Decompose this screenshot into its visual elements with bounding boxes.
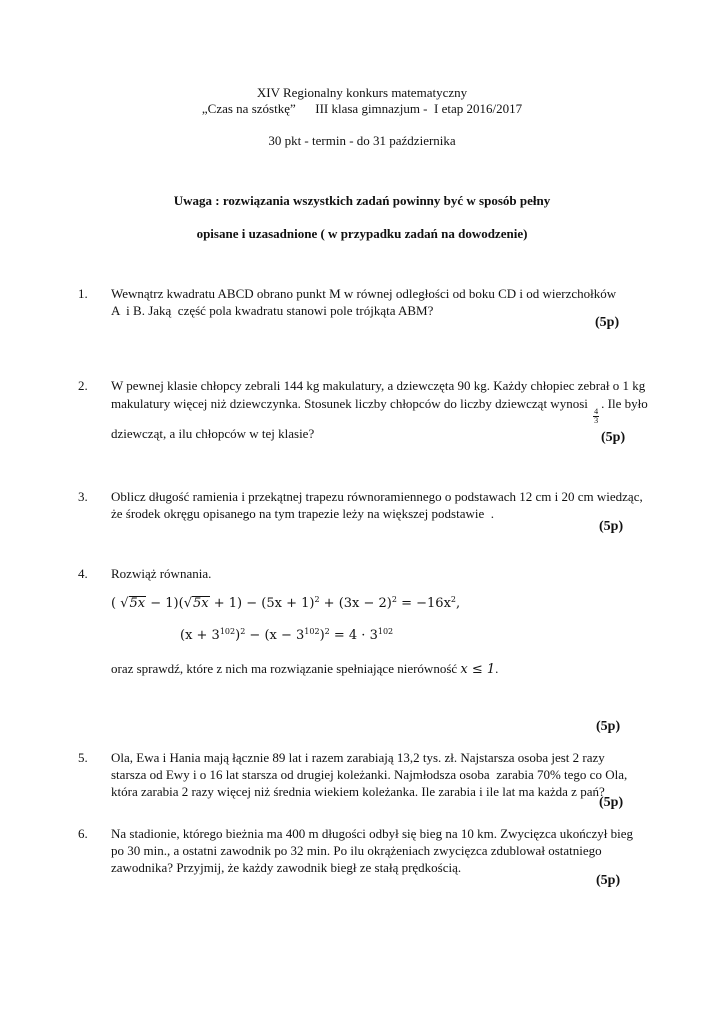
problem-2-points: (5p) xyxy=(601,430,626,445)
problem-6-number: 6. xyxy=(78,826,88,841)
problem-4-condition: oraz sprawdź, które z nich ma rozwiązanie spełniające nierówność x ≤ 1. xyxy=(111,661,499,677)
problem-2-line-2a: makulatury więcej niż dziewczynka. Stosunek liczby chłopców do liczby dziewcząt wynosi xyxy=(111,396,592,411)
contest-title: XIV Regionalny konkurs matematyczny xyxy=(256,85,468,100)
problem-6-line-1: Na stadionie, którego bieżnia ma 400 m długości odbył się bieg na 10 km. Zwycięzca ukończył bieg xyxy=(111,826,634,841)
fraction-denominator: 3 xyxy=(594,416,599,425)
problem-1-number: 1. xyxy=(78,286,88,301)
problem-2-line-3: dziewcząt, a ilu chłopców w tej klasie? xyxy=(111,426,315,441)
problem-6-line-2: po 30 min., a ostatni zawodnik po 32 min. Po ilu okrążeniach zwycięzca zdublował ostatniego xyxy=(111,843,602,858)
sqrt-sign: √ xyxy=(183,596,192,611)
problem-5-line-3: która zarabia 2 razy więcej niż średnia wiekiem koleżanka. Ile zarabia i ile lat ma każda z pań? xyxy=(111,784,605,799)
problem-6-text xyxy=(111,825,671,876)
fraction-numerator: 4 xyxy=(594,407,599,416)
problem-2-text xyxy=(111,377,671,443)
problem-2-line-1: W pewnej klasie chłopcy zebrali 144 kg makulatury, a dziewczęta 90 kg. Każdy chłopiec zebrał o 1 kg xyxy=(111,378,646,393)
problem-5-number: 5. xyxy=(78,750,88,765)
note-line-2: opisane i uzasadnione ( w przypadku zadań na dowodzenie) xyxy=(196,226,528,241)
sqrt-sign: √ xyxy=(120,596,129,611)
problem-5-text xyxy=(111,749,671,800)
problem-4-points: (5p) xyxy=(596,719,621,734)
problem-5-line-2: starsza od Ewy i o 16 lat starsza od drugiej koleżanki. Najmłodsza osoba zarabia 70% tego co Ola, xyxy=(111,767,628,782)
contest-subtitle: „Czas na szóstkę” III klasa gimnazjum - I etap 2016/2017 xyxy=(201,101,523,116)
problem-5-line-1: Ola, Ewa i Hania mają łącznie 89 lat i razem zarabiają 13,2 tys. zł. Najstarsza osoba jest 2 razy xyxy=(111,750,605,765)
problem-4-number: 4. xyxy=(78,566,88,581)
equation-2: $(x + 3^{102})^2 - (x - 3^{102})^2 = 4 \cdot 3^{102}$ xyxy=(180,627,394,643)
problem-6-points: (5p) xyxy=(596,873,621,888)
problem-2-number: 2. xyxy=(78,378,88,393)
problem-3-line-1: Oblicz długość ramienia i przekątnej trapezu równoramiennego o podstawach 12 cm i 20 cm wiedząc, xyxy=(111,489,643,504)
note-line-1: Uwaga : rozwiązania wszystkich zadań powinny być w sposób pełny xyxy=(173,193,551,208)
problem-1-line-1: Wewnątrz kwadratu ABCD obrano punkt M w równej odległości od boku CD i od wierzchołków xyxy=(111,286,617,301)
problem-1-points: (5p) xyxy=(595,315,620,330)
equation-1: ( $√5x - 1)(√5x + 1) - (5x + 1)^2 + (3x - 2)^2 = -16x^2$, xyxy=(111,595,461,611)
ratio-fraction xyxy=(593,408,599,425)
problem-1-text xyxy=(111,285,671,319)
problem-4-intro: Rozwiąż równania. xyxy=(111,566,212,581)
problem-3-text xyxy=(111,488,671,522)
contest-deadline: 30 pkt - termin - do 31 października xyxy=(268,133,456,148)
problem-6-line-3: zawodnika? Przyjmij, że każdy zawodnik biegł ze stałą prędkością. xyxy=(111,860,462,875)
problem-2-line-2b: . Ile było xyxy=(601,396,648,411)
inequality: x ≤ 1 xyxy=(460,662,496,677)
problem-3-points: (5p) xyxy=(599,519,624,534)
problem-3-line-2: że środek okręgu opisanego na tym trapezie leży na większej podstawie . xyxy=(111,506,494,521)
problem-1-line-2: A i B. Jaką część pola kwadratu stanowi pole trójkąta ABM? xyxy=(111,303,434,318)
problem-3-number: 3. xyxy=(78,489,88,504)
problem-2-line-2 xyxy=(111,395,671,425)
problem-5-points: (5p) xyxy=(599,795,624,810)
